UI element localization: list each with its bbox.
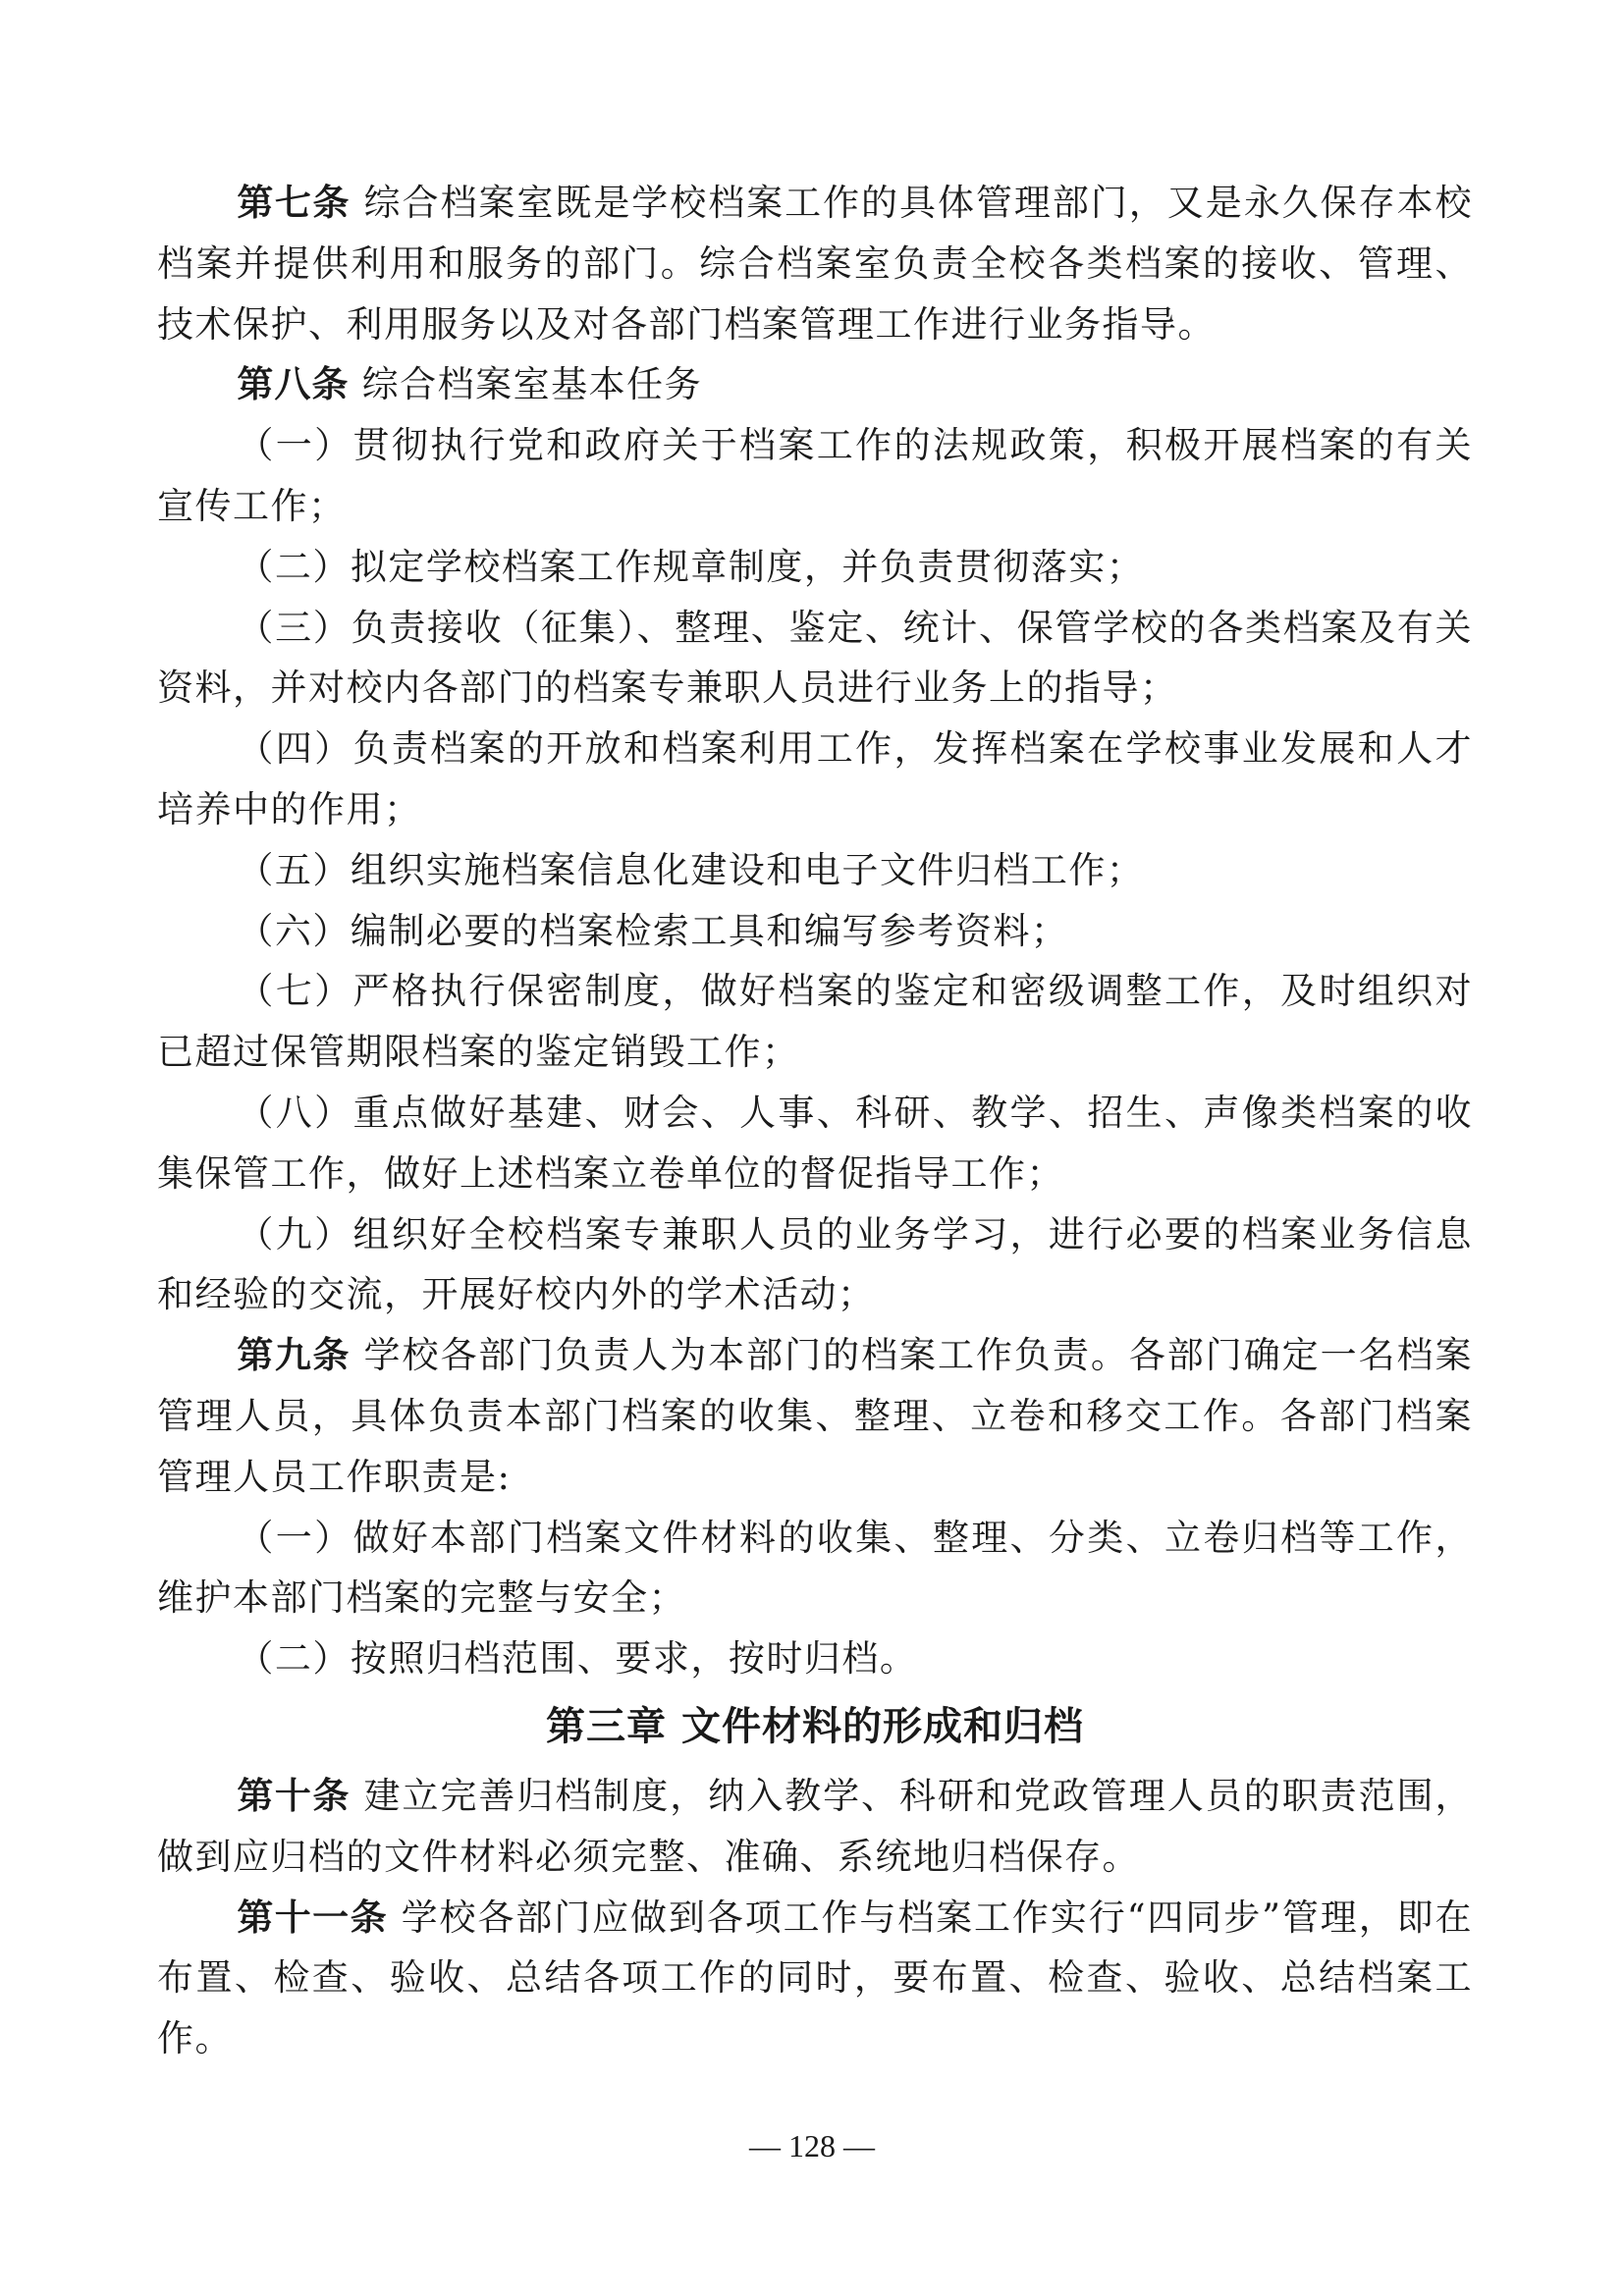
list-item: （二）按照归档范围、要求，按时归档。	[237, 1637, 918, 1681]
chapter-heading: 第三章 文件材料的形成和归档	[546, 1703, 1084, 1749]
article-label: 第七条	[237, 181, 351, 224]
list-item: （五）组织实施档案信息化建设和电子文件归档工作；	[237, 848, 1145, 891]
list-item: （九）组织好全校档案专兼职人员的业务学习，进行必要的档案业务信息和经验的交流，开展好校内外的学术活动；	[157, 1212, 1473, 1316]
article-label: 第十一条	[237, 1895, 388, 1939]
article-label: 第九条	[237, 1333, 351, 1377]
list-item: （三）负责接收（征集）、整理、鉴定、统计、保管学校的各类档案及有关资料，并对校内各部门的档案专兼职人员进行业务上的指导；	[157, 606, 1473, 710]
list-item: （一）贯彻执行党和政府关于档案工作的法规政策，积极开展档案的有关宣传工作；	[157, 424, 1473, 527]
article-text: 学校各部门负责人为本部门的档案工作负责。各部门确定一名档案管理人员，具体负责本部门档案的收集、整理、立卷和移交工作。各部门档案管理人员工作职责是:	[157, 1334, 1474, 1498]
list-item: （二）拟定学校档案工作规章制度，并负责贯彻落实；	[237, 545, 1145, 588]
article-text: 综合档案室既是学校档案工作的具体管理部门，又是永久保存本校档案并提供利用和服务的部门。综合档案室负责全校各类档案的接收、管理、技术保护、利用服务以及对各部门档案管理工作进行业务指导。	[157, 182, 1474, 346]
article-9	[157, 1325, 1473, 1507]
article-text: 学校各部门应做到各项工作与档案工作实行“四同步”管理，即在布置、检查、验收、总结各项工作的同时，要布置、检查、验收、总结档案工作。	[157, 1896, 1473, 2060]
article-text: 建立完善归档制度，纳入教学、科研和党政管理人员的职责范围，做到应归档的文件材料必须完整、准确、系统地归档保存。	[157, 1774, 1474, 1878]
list-item: （六）编制必要的档案检索工具和编写参考资料；	[237, 909, 1069, 952]
article-11	[157, 1888, 1473, 2069]
article-10	[157, 1766, 1473, 1888]
article-text: 综合档案室基本任务	[361, 363, 703, 406]
list-item: （一）做好本部门档案文件材料的收集、整理、分类、立卷归档等工作，维护本部门档案的完整与安全；	[157, 1516, 1473, 1620]
article-8	[157, 354, 1473, 415]
article-label: 第八条	[237, 362, 350, 406]
list-item: （四）负责档案的开放和档案利用工作，发挥档案在学校事业发展和人才培养中的作用；	[157, 727, 1473, 830]
page-number: — 128 —	[749, 2128, 875, 2163]
article-label: 第十条	[237, 1773, 351, 1817]
document-body	[157, 173, 1473, 2069]
list-item: （七）严格执行保密制度，做好档案的鉴定和密级调整工作，及时组织对已超过保管期限档案的鉴定销毁工作；	[157, 970, 1473, 1074]
article-7	[157, 173, 1473, 354]
list-item: （八）重点做好基建、财会、人事、科研、教学、招生、声像类档案的收集保管工作，做好上述档案立卷单位的督促指导工作；	[157, 1091, 1473, 1195]
